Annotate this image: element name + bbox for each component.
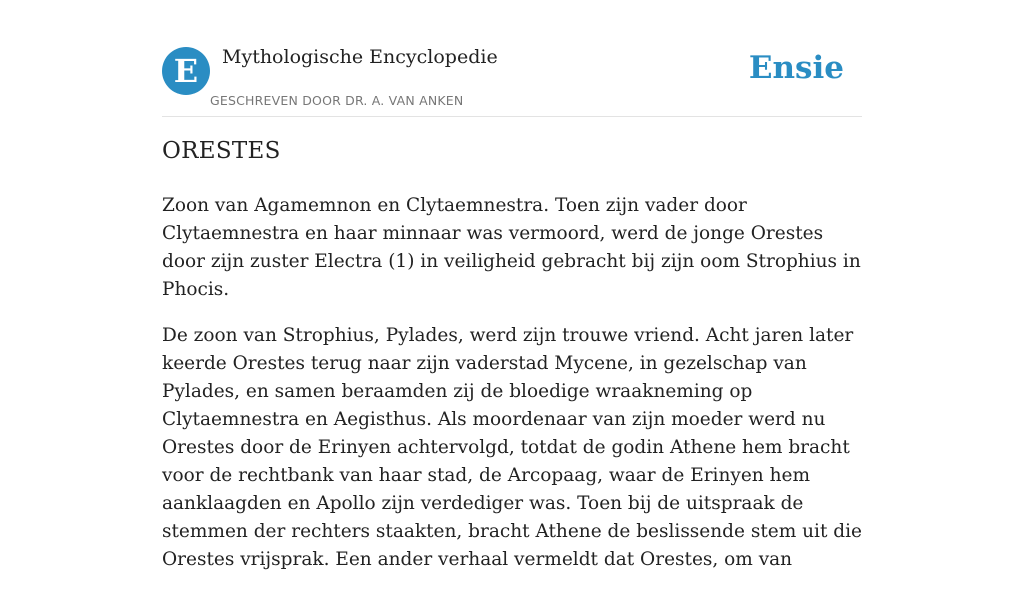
paragraph: De zoon van Strophius, Pylades, werd zijn trouwe vriend. Acht jaren later keerde Orestes terug naar zijn vaderstad Mycene, in gezelschap van Pylades, en samen beraamden zij de bloedige wraakneming op Clytaemnestra en Aegisthus. Als moordenaar van zijn moeder werd nu Orestes door de Erinyen achtervolgd, totdat de godin Athene hem bracht voor de rechtbank van haar stad, de Arcopaag, waar de Erinyen hem aanklaagden en Apollo zijn verdediger was. Toen bij de uitspraak de stemmen der rechters staakten, bracht Athene de beslissende stem uit die Orestes vrijsprak. Een ander verhaal vermeldt dat Orestes, om van: [162, 325, 862, 570]
page-title: ORESTES: [162, 138, 281, 164]
article-header: [162, 0, 862, 117]
article-page: [162, 0, 862, 570]
brand-logo[interactable]: Ensie: [748, 50, 844, 86]
author-line: GESCHREVEN DOOR DR. A. VAN ANKEN: [210, 93, 464, 108]
paragraph: Zoon van Agamemnon en Clytaemnestra. Toen zijn vader door Clytaemnestra en haar minnaar was vermoord, werd de jonge Orestes door zijn zuster Electra (1) in veiligheid gebracht bij zijn oom Strophius in Phocis.: [162, 195, 861, 300]
encyclopedia-title[interactable]: Mythologische Encyclopedie: [222, 46, 498, 68]
article-body: [162, 192, 862, 592]
encyclopedia-logo[interactable]: E: [162, 47, 210, 95]
